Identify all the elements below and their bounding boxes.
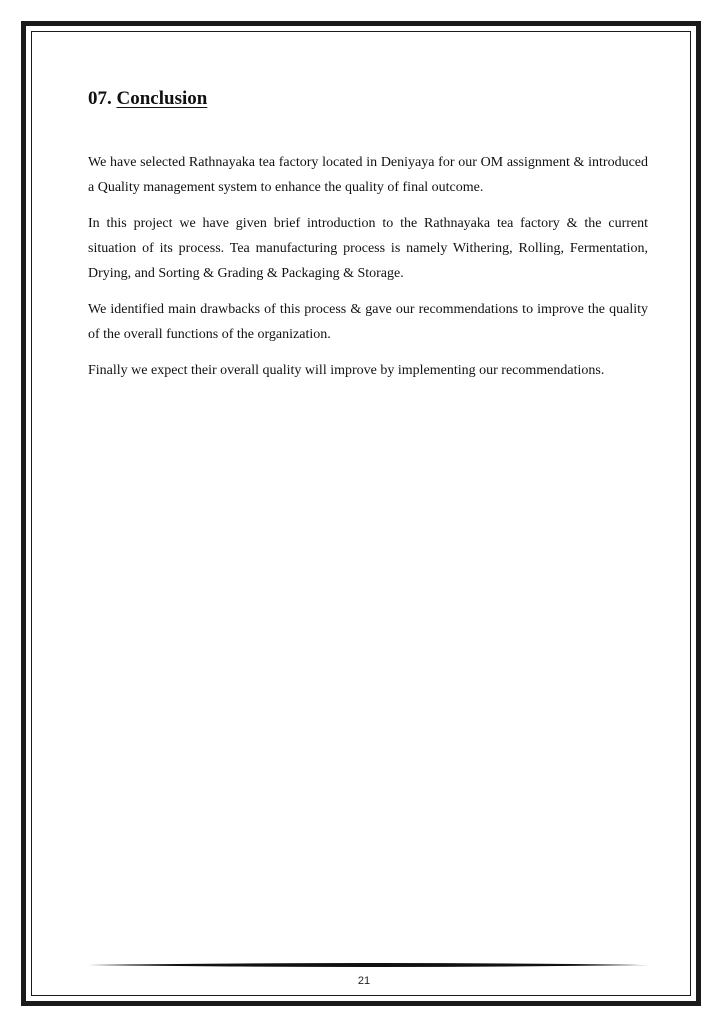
footer-divider xyxy=(88,962,648,968)
page-number: 21 xyxy=(357,975,371,987)
paragraph: We have selected Rathnayaka tea factory located in Deniyaya for our OM assignment & introduced a Quality management system to enhance the quality of final outcome. xyxy=(88,155,648,195)
section-title: Conclusion xyxy=(116,88,208,109)
section-number: 07. xyxy=(88,88,112,109)
paragraph: We identified main drawbacks of this process & gave our recommendations to improve the quality of the overall functions of the organization. xyxy=(88,302,648,342)
paragraph: Finally we expect their overall quality will improve by implementing our recommendations. xyxy=(88,363,605,378)
section-heading xyxy=(88,86,207,112)
body-text xyxy=(88,150,648,394)
paragraph: In this project we have given brief introduction to the Rathnayaka tea factory & the current situation of its process. Tea manufacturing process is namely Withering, Rolling, Fermentation, Drying, and Sorting & Grading & Packaging & Storage. xyxy=(88,216,648,281)
